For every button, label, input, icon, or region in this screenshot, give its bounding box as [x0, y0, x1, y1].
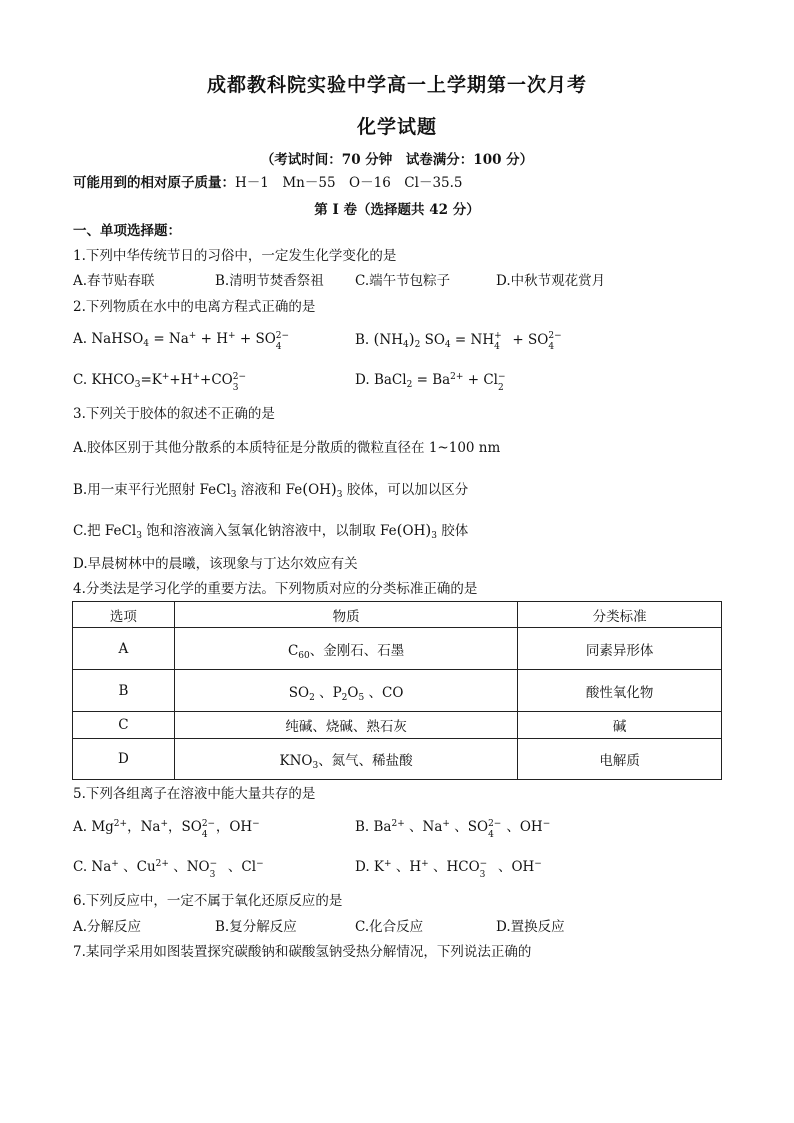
volume-label: 第 I 卷（选择题共 42 分）: [314, 202, 480, 218]
row-d-standard: 电解质: [518, 739, 722, 780]
row-a-substances: $C_{60}$、金刚石、石墨: [174, 628, 517, 670]
atomic-mass-label: 可能用到的相对原子质量：: [73, 175, 235, 191]
row-a-option: A: [73, 628, 175, 670]
q3-c-text-3: 胶体: [436, 523, 469, 539]
q1-option-a[interactable]: A.春节贴春联: [73, 273, 155, 289]
table-row: [73, 670, 722, 712]
exam-title: 成都教科院实验中学高一上学期第一次月考: [206, 74, 587, 96]
q1-option-b[interactable]: B.清明节焚香祭祖: [215, 273, 324, 289]
q1-option-d[interactable]: D.中秋节观花赏月: [496, 273, 606, 289]
q5-option-a[interactable]: A. $Mg^{2+}$，Na+，SO 2− 4 ，OH−: [73, 819, 260, 840]
header-standard: 分类标准: [518, 602, 722, 628]
row-b-standard: 酸性氧化物: [518, 670, 722, 712]
row-c-option: C: [73, 712, 175, 739]
q2-option-a[interactable]: A. NaHSO$_4$ = Na+ + H+ + SO 2− 4: [73, 331, 290, 352]
q2-a-prefix: A.: [73, 331, 92, 347]
row-c-standard: 碱: [518, 712, 722, 739]
q3-option-b[interactable]: B.用一束平行光照射 FeCl$_3$ 溶液和 $Fe(OH)_3$ 胶体，可以加以区分: [73, 480, 469, 500]
q6-stem: 6.下列反应中，一定不属于氧化还原反应的是: [73, 893, 343, 909]
atomic-mass-line: [73, 174, 463, 192]
q2-b-prefix: B.: [355, 332, 374, 348]
q2-option-b[interactable]: B. $(NH_4)_2$ $SO_4$ = NH + 4 + SO 2− 4: [355, 330, 562, 352]
q2-stem: 2.下列物质在水中的电离方程式正确的是: [73, 299, 316, 315]
q5-option-d[interactable]: D. K+ 、H+ 、HCO − 3 、OH−: [355, 859, 542, 880]
q3-b-text-3: 胶体，可以加以区分: [342, 482, 469, 498]
q3-option-c[interactable]: C.把 FeCl$_3$ 饱和溶液滴入氢氧化钠溶液中，以制取 $Fe(OH)_3$ 胶体: [73, 521, 469, 541]
q2-c-prefix: C.: [73, 372, 92, 388]
row-b-substances: $SO_2$ 、$P_2O_5$ 、CO: [174, 670, 517, 712]
row-d-option: D: [73, 739, 175, 780]
header-option: 选项: [73, 602, 175, 628]
q6-option-b[interactable]: B.复分解反应: [215, 919, 297, 935]
classification-table: [72, 601, 722, 780]
q1-stem: 1.下列中华传统节日的习俗中，一定发生化学变化的是: [73, 248, 397, 264]
row-d-substances-text: 、氮气、稀盐酸: [318, 753, 413, 769]
q7-stem: 7.某同学采用如图装置探究碳酸钠和碳酸氢钠受热分解情况，下列说法正确的: [73, 944, 532, 960]
q3-b-text-1: B.用一束平行光照射 FeCl: [73, 482, 231, 498]
q3-option-d[interactable]: D.早晨树林中的晨曦，该现象与丁达尔效应有关: [73, 556, 358, 572]
q1-option-c[interactable]: C.端午节包粽子: [355, 273, 451, 289]
row-a-substances-text: 、金刚石、石墨: [309, 642, 405, 659]
q3-stem: 3.下列关于胶体的叙述不正确的是: [73, 406, 275, 422]
row-a-standard: 同素异形体: [518, 628, 722, 670]
row-d-substances: $KNO_3$、氮气、稀盐酸: [174, 739, 517, 780]
header-substance: 物质: [174, 602, 517, 628]
row-c-substances: 纯碱、烧碱、熟石灰: [174, 712, 517, 739]
table-row: [73, 739, 722, 780]
exam-subject: 化学试题: [356, 116, 437, 138]
q4-stem: 4.分类法是学习化学的重要方法。下列物质对应的分类标准正确的是: [73, 581, 478, 597]
q6-option-a[interactable]: A.分解反应: [73, 919, 142, 935]
q5-option-c[interactable]: C. Na+ 、$Cu^{2+}$ 、NO − 3 、Cl−: [73, 859, 264, 880]
q3-b-text-2: 溶液和 Fe: [236, 482, 303, 498]
q2-d-prefix: D.: [355, 372, 374, 388]
table-row: [73, 712, 722, 739]
section-heading: 一、单项选择题：: [73, 223, 181, 239]
q5-stem: 5.下列各组离子在溶液中能大量共存的是: [73, 786, 316, 802]
row-b-option: B: [73, 670, 175, 712]
table-row: [73, 628, 722, 670]
q2-option-c[interactable]: C. $KHCO_3=K^++H^++CO$ 2− 3: [73, 372, 247, 393]
q3-option-a[interactable]: A.胶体区别于其他分散系的本质特征是分散质的微粒直径在 1~100 nm: [73, 440, 501, 456]
exam-info: （考试时间：70 分钟 试卷满分：100 分）: [260, 152, 534, 168]
q6-option-c[interactable]: C.化合反应: [355, 919, 424, 935]
atomic-mass-values: H－1 Mn－55 O－16 Cl－35.5: [235, 175, 463, 191]
q5-option-b[interactable]: B. $Ba^{2+}$ 、Na+ 、SO 2− 4 、OH−: [355, 819, 551, 840]
q3-c-text-2: 饱和溶液滴入氢氧化钠溶液中，以制取 Fe: [141, 523, 397, 539]
q2-option-d[interactable]: D. BaCl$_2$ = $Ba^{2+} + Cl$ − 2: [355, 372, 506, 393]
q6-option-d[interactable]: D.置换反应: [496, 919, 565, 935]
table-header-row: [73, 602, 722, 628]
q3-c-text-1: C.把 FeCl: [73, 523, 137, 539]
